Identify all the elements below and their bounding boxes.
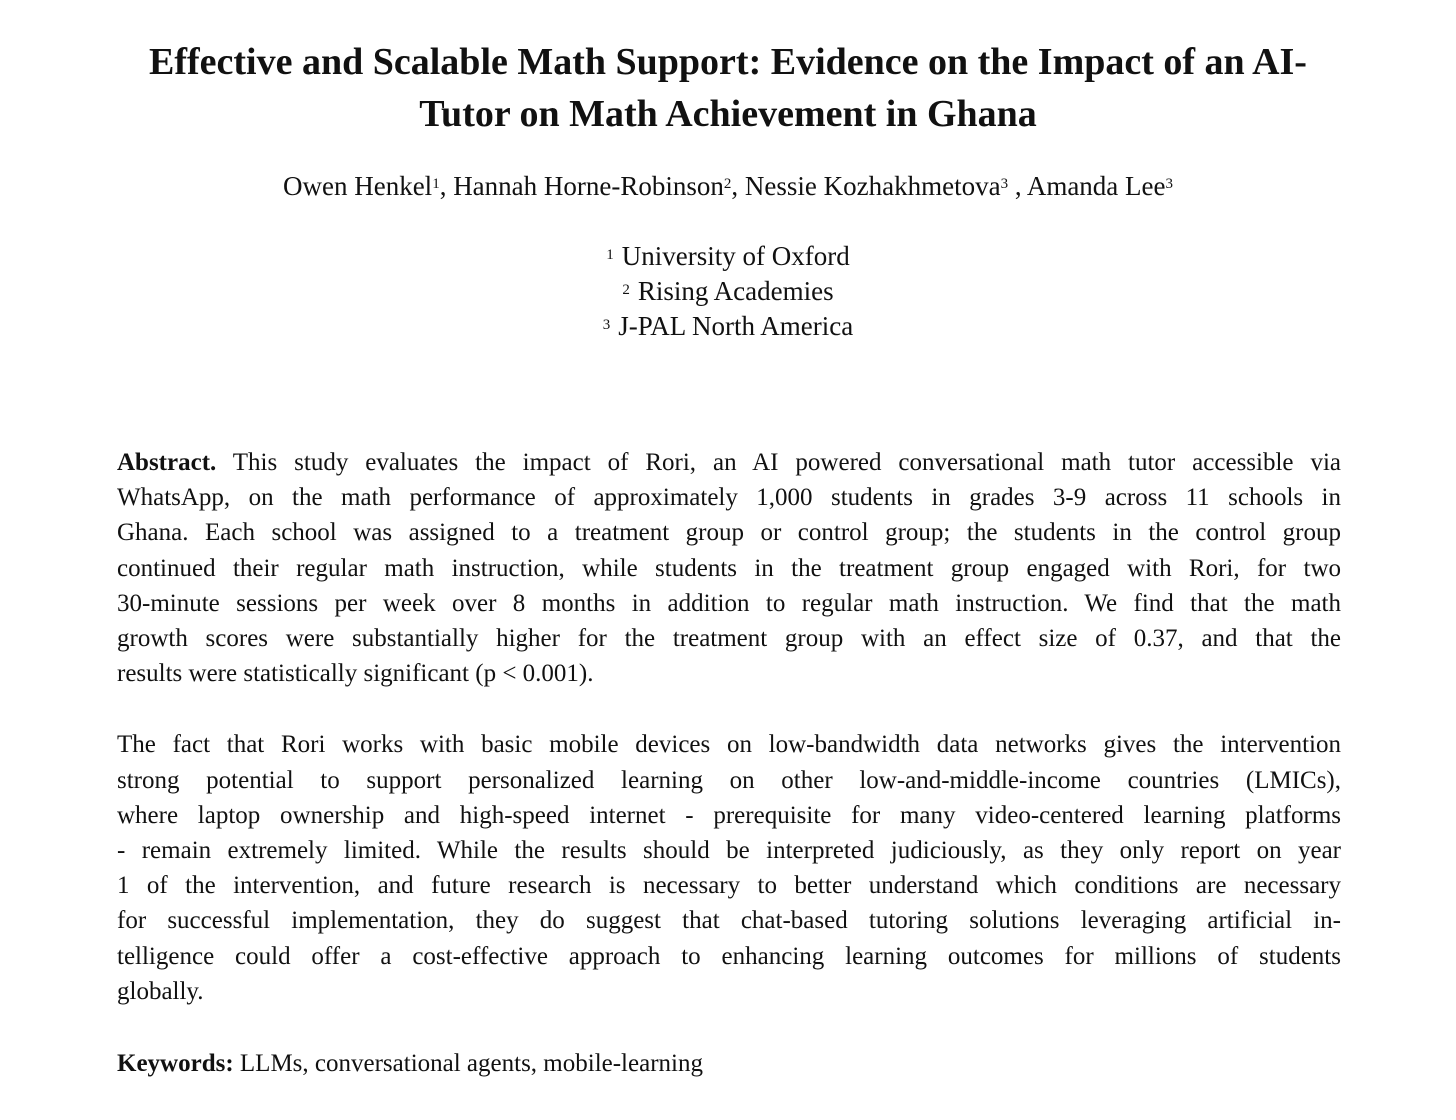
abstract-line: for successful implementation, they do suggest that chat-based tutoring solutions leveraging artificial in- bbox=[117, 907, 1341, 935]
affiliation-name: University of Oxford bbox=[621, 241, 850, 271]
author bbox=[453, 171, 731, 201]
paper-title bbox=[20, 36, 1436, 140]
abstract-line: where laptop ownership and high-speed internet - prerequisite for many video-centered learning platforms bbox=[117, 801, 1341, 829]
abstract-line: strong potential to support personalized learning on other low-and-middle-income countries (LMICs), bbox=[117, 766, 1341, 794]
affiliation bbox=[0, 239, 1456, 274]
author-name: Nessie Kozhakhmetova bbox=[744, 171, 1001, 201]
keywords bbox=[117, 1046, 703, 1081]
author-name: Hannah Horne-Robinson bbox=[453, 171, 724, 201]
abstract-paragraph-2 bbox=[117, 727, 1341, 1009]
title-line-2: Tutor on Math Achievement in Ghana bbox=[419, 93, 1037, 135]
affiliation-number: 1 bbox=[606, 247, 614, 263]
abstract-line: WhatsApp, on the math performance of approximately 1,000 students in grades 3-9 across 11 schools in bbox=[117, 484, 1341, 512]
affiliation bbox=[0, 309, 1456, 344]
author-separator: , bbox=[731, 171, 745, 201]
title-line-1: Effective and Scalable Math Support: Evidence on the Impact of an AI- bbox=[149, 41, 1307, 83]
author-separator: , bbox=[439, 171, 454, 201]
author-name: Amanda Lee bbox=[1026, 171, 1166, 201]
abstract-line: globally. bbox=[117, 977, 204, 1005]
affiliation bbox=[0, 274, 1456, 309]
abstract-line bbox=[117, 445, 1341, 480]
author bbox=[1027, 171, 1173, 201]
affiliation-name: J-PAL North America bbox=[618, 311, 854, 341]
author-separator: , bbox=[1008, 171, 1027, 201]
affiliation-number: 2 bbox=[622, 282, 630, 298]
abstract-line: results were statistically significant (p < 0.001). bbox=[117, 660, 594, 688]
abstract bbox=[117, 445, 1341, 1045]
author-affil-mark: 1 bbox=[432, 176, 440, 192]
abstract-line: continued their regular math instruction, while students in the treatment group engaged with Rori, for two bbox=[117, 554, 1341, 582]
keywords-label: Keywords: bbox=[117, 1050, 234, 1077]
keywords-text: LLMs, conversational agents, mobile-learning bbox=[239, 1050, 703, 1077]
author-list bbox=[0, 168, 1456, 204]
author-affil-mark: 3 bbox=[1165, 176, 1174, 192]
affiliation-number: 3 bbox=[602, 317, 611, 333]
author bbox=[283, 171, 440, 201]
abstract-paragraph-1 bbox=[117, 445, 1341, 691]
affiliation-list bbox=[0, 239, 1456, 344]
abstract-line-text: This study evaluates the impact of Rori, an AI powered conversational math tutor accessible via bbox=[232, 449, 1341, 476]
affiliation-name: Rising Academies bbox=[637, 276, 834, 306]
abstract-label: Abstract. bbox=[117, 449, 217, 476]
author-affil-mark: 3 bbox=[1000, 176, 1009, 192]
author bbox=[745, 171, 1008, 201]
abstract-line: growth scores were substantially higher for the treatment group with an effect size of 0.37, and that the bbox=[117, 625, 1341, 653]
abstract-line: 1 of the intervention, and future research is necessary to better understand which conditions are necessary bbox=[117, 872, 1341, 900]
abstract-line: - remain extremely limited. While the results should be interpreted judiciously, as they only report on year bbox=[117, 837, 1341, 865]
author-affil-mark: 2 bbox=[723, 176, 732, 192]
abstract-line: 30-minute sessions per week over 8 months in addition to regular math instruction. We find that the math bbox=[117, 589, 1341, 617]
author-name: Owen Henkel bbox=[282, 171, 433, 201]
abstract-line: Ghana. Each school was assigned to a treatment group or control group; the students in the control group bbox=[117, 519, 1341, 547]
abstract-line: The fact that Rori works with basic mobile devices on low-bandwidth data networks gives the intervention bbox=[117, 731, 1341, 759]
abstract-line: telligence could offer a cost-effective approach to enhancing learning outcomes for millions of students bbox=[117, 942, 1341, 970]
